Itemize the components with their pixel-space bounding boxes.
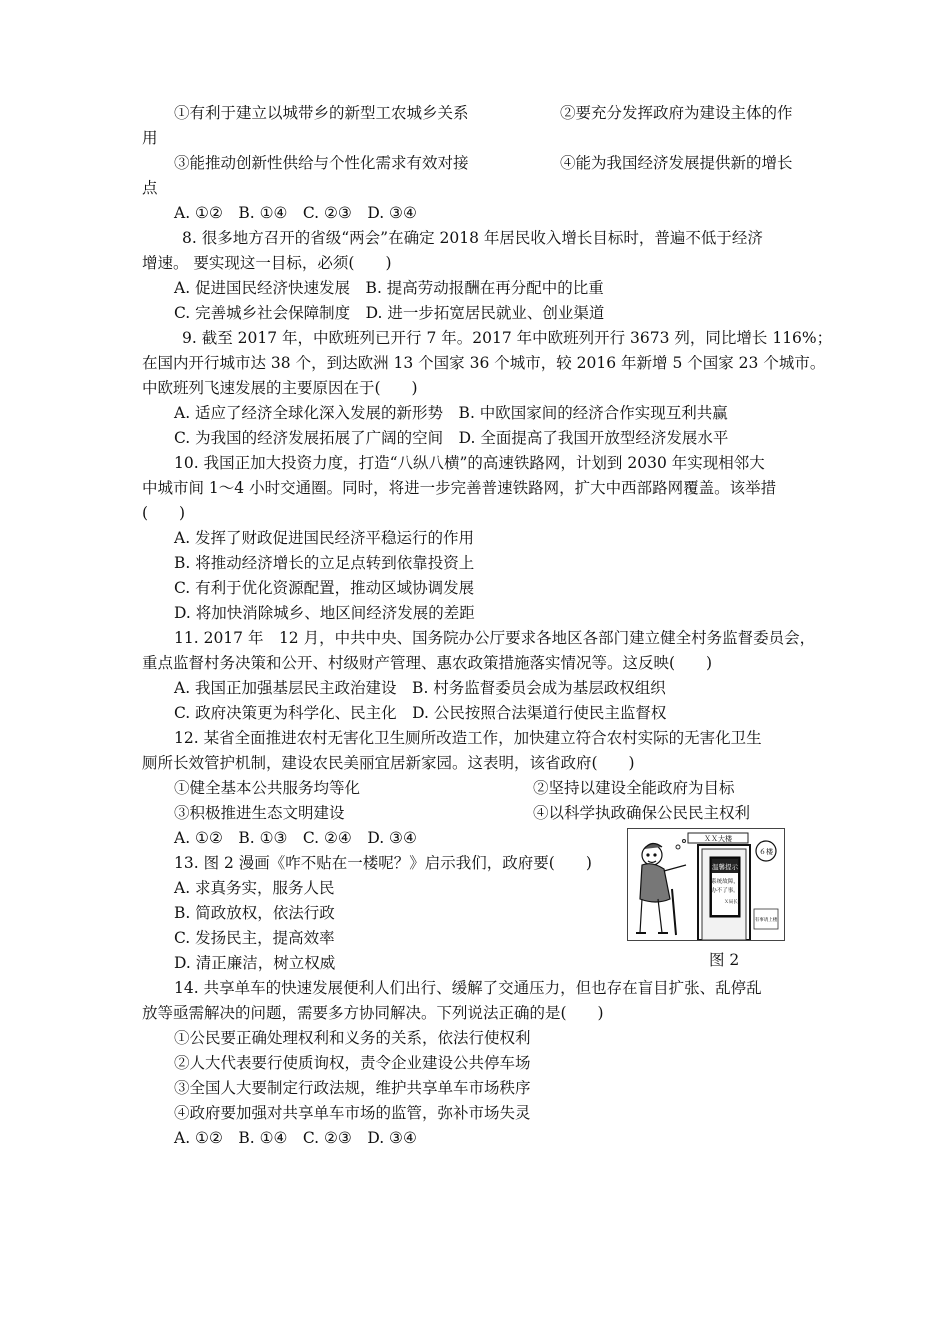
text-line: 点 — [142, 179, 158, 197]
side-note: 有事请上楼 — [754, 918, 778, 923]
option-line: ④以科学执政确保公民民主权利 — [533, 804, 751, 822]
option-line: ③全国人大要制定行政法规，维护共享单车市场秩序 — [174, 1079, 531, 1097]
figure-caption: 图 2 — [709, 951, 740, 969]
answer-option: C. 发扬民主，提高效率 — [174, 929, 335, 947]
text-line: ( ) — [142, 504, 186, 522]
elderly-man — [636, 843, 686, 935]
question-9: 9. 截至 2017 年，中欧班列已开行 7 年。2017 年中欧班列开行 3673 列，同比增长 116%； — [182, 329, 833, 347]
text-line: 重点监督村务决策和公开、村级财产管理、惠农政策措施落实情况等。这反映( ) — [142, 654, 713, 672]
sign-top-text: ＸＸ大楼 — [704, 835, 732, 843]
question-13: 13. 图 2 漫画《咋不贴在一楼呢？》启示我们，政府要( ) — [174, 854, 592, 872]
answer-choices: C. 政府决策更为科学化、民主化 D. 公民按照合法渠道行使民主监督权 — [174, 704, 667, 722]
answer-choices: A. ①② B. ①④ C. ②③ D. ③④ — [174, 1129, 417, 1147]
answer-choices: A. 我国正加强基层民主政治建设 B. 村务监督委员会成为基层政权组织 — [174, 679, 666, 697]
text-line: 中欧班列飞速发展的主要原因在于( ) — [142, 379, 418, 397]
answer-option: A. 发挥了财政促进国民经济平稳运行的作用 — [174, 529, 475, 547]
option-line: ②坚持以建设全能政府为目标 — [533, 779, 735, 797]
floor-label: ６楼 — [759, 848, 773, 856]
option-line: ④能为我国经济发展提供新的增长 — [560, 154, 793, 172]
answer-choices: A. ①② B. ①④ C. ②③ D. ③④ — [174, 204, 417, 222]
cartoon-drawing — [628, 829, 784, 940]
question-14: 14. 共享单车的快速发展便利人们出行、缓解了交通压力，但也存在盲目扩张、乱停乱 — [174, 979, 762, 997]
answer-option: A. 求真务实，服务人民 — [174, 879, 335, 897]
answer-choices: C. 为我国的经济发展拓展了广阔的空间 D. 全面提高了我国开放型经济发展水平 — [174, 429, 729, 447]
option-line: ①健全基本公共服务均等化 — [174, 779, 361, 797]
notice-title: 温馨提示 — [712, 863, 738, 871]
answer-option: D. 清正廉洁，树立权威 — [174, 954, 336, 972]
answer-option: D. 将加快消除城乡、地区间经济发展的差距 — [174, 604, 475, 622]
cartoon-figure — [627, 828, 785, 941]
option-line: ②人大代表要行使质询权，责令企业建设公共停车场 — [174, 1054, 531, 1072]
option-line: ③积极推进生态文明建设 — [174, 804, 345, 822]
question-10: 10. 我国正加大投资力度，打造“八纵八横”的高速铁路网，计划到 2030 年实现相邻大 — [174, 454, 765, 472]
notice-body-2: 办不了事。 — [711, 888, 739, 894]
option-line: ③能推动创新性供给与个性化需求有效对接 — [174, 154, 469, 172]
answer-choices: A. ①② B. ①③ C. ②④ D. ③④ — [174, 829, 417, 847]
answer-option: B. 简政放权，依法行政 — [174, 904, 335, 922]
option-line: ②要充分发挥政府为建设主体的作 — [560, 104, 793, 122]
answer-choices: C. 完善城乡社会保障制度 D. 进一步拓宽居民就业、创业渠道 — [174, 304, 605, 322]
answer-option: B. 将推动经济增长的立足点转到依靠投资上 — [174, 554, 475, 572]
option-line: ①有利于建立以城带乡的新型工农城乡关系 — [174, 104, 469, 122]
answer-choices: A. 适应了经济全球化深入发展的新形势 B. 中欧国家间的经济合作实现互利共赢 — [174, 404, 728, 422]
text-line: 放等亟需解决的问题，需要多方协同解决。下列说法正确的是( ) — [142, 1004, 604, 1022]
question-8: 8. 很多地方召开的省级“两会”在确定 2018 年居民收入增长目标时，普遍不低于经济 — [182, 229, 763, 247]
notice-signature: Ｘ局长 — [724, 900, 738, 905]
question-11: 11. 2017 年 12 月，中共中央、国务院办公厅要求各地区各部门建立健全村务监督委员会， — [174, 629, 816, 647]
text-line: 用 — [142, 129, 158, 147]
option-line: ④政府要加强对共享单车市场的监管，弥补市场失灵 — [174, 1104, 531, 1122]
text-line: 中城市间 1～4 小时交通圈。同时，将进一步完善普速铁路网，扩大中西部路网覆盖。该举措 — [142, 479, 777, 497]
text-line: 厕所长效管护机制，建设农民美丽宜居新家园。这表明，该省政府( ) — [142, 754, 635, 772]
text-line: 在国内开行城市达 38 个，到达欧洲 13 个国家 36 个城市，较 2016 年新增 5 个国家 23 个城市。 — [142, 354, 826, 372]
answer-choices: A. 促进国民经济快速发展 B. 提高劳动报酬在再分配中的比重 — [174, 279, 604, 297]
text-line: 增速。 要实现这一目标，必须( ) — [142, 254, 392, 272]
option-line: ①公民要正确处理权利和义务的关系，依法行使权利 — [174, 1029, 531, 1047]
notice-body-1: 系统故障， — [711, 879, 739, 885]
answer-option: C. 有利于优化资源配置，推动区域协调发展 — [174, 579, 475, 597]
question-12: 12. 某省全面推进农村无害化卫生厕所改造工作，加快建立符合农村实际的无害化卫生 — [174, 729, 762, 747]
